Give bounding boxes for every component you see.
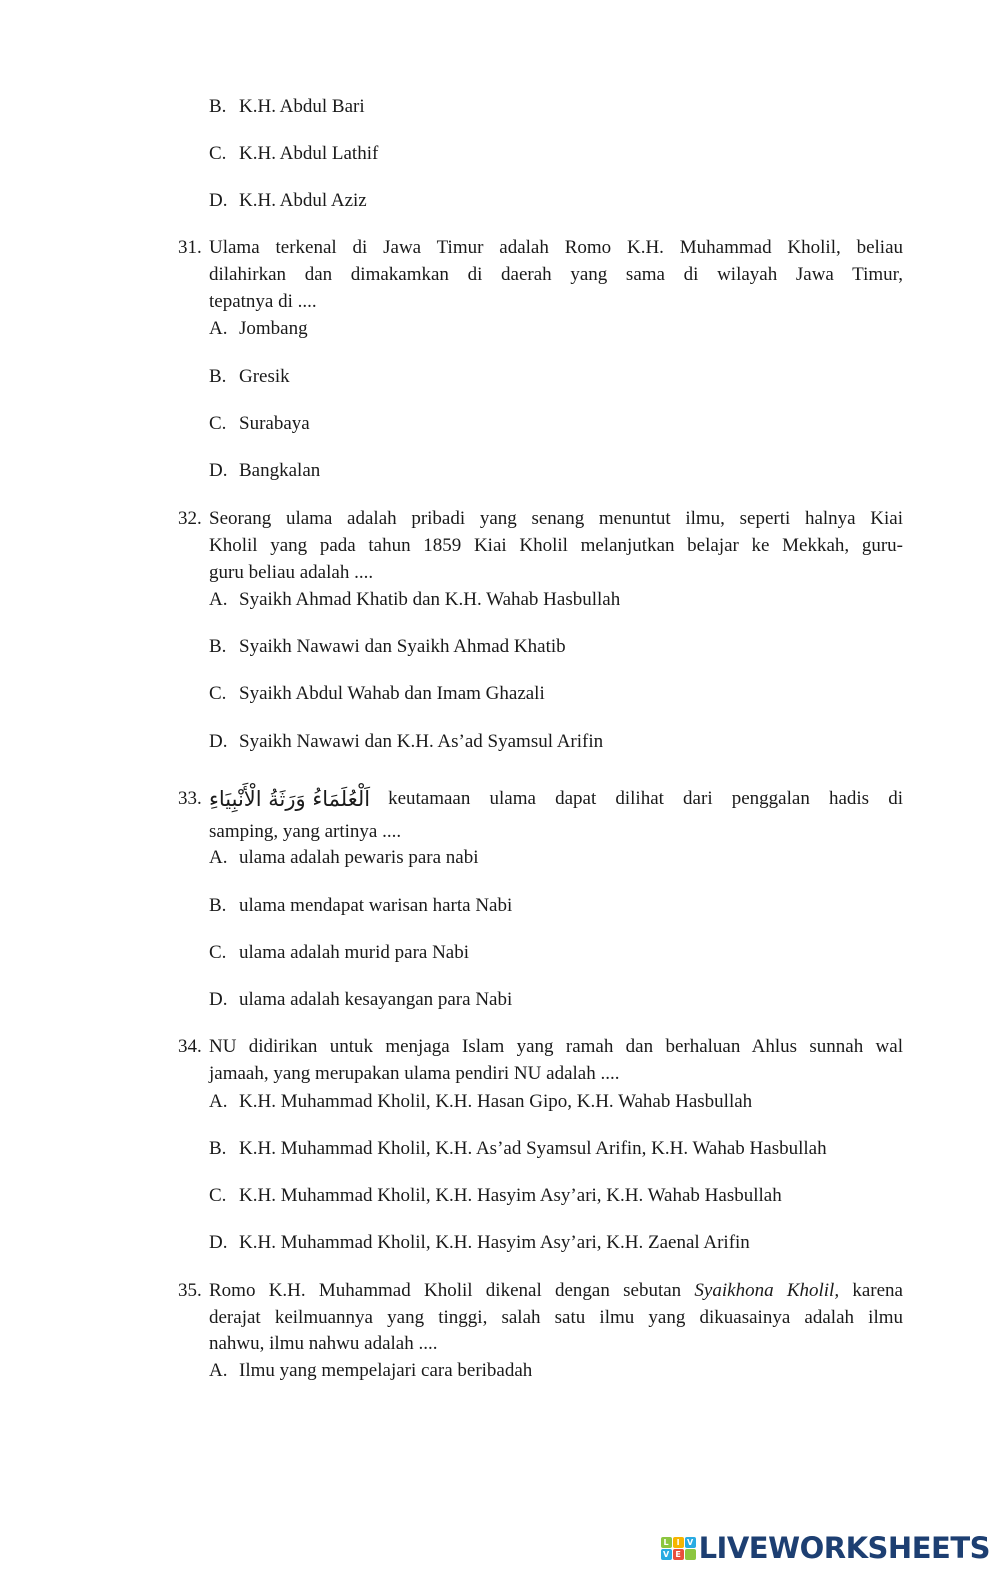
option-text: K.H. Abdul Aziz: [239, 190, 367, 211]
hadith-arabic-text: اَلْعُلَمَاءُ وَرَثَةُ الْأَنْبِيَاءِ: [209, 787, 371, 811]
option-text: K.H. Muhammad Kholil, K.H. Hasyim Asy’ari, K.H. Zaenal Arifin: [239, 1232, 750, 1253]
question-text: Romo K.H. Muhammad Kholil dikenal dengan sebutan: [209, 1280, 695, 1301]
answer-option: [209, 364, 290, 390]
option-letter: C.: [209, 683, 227, 704]
option-text: K.H. Muhammad Kholil, K.H. Hasyim Asy’ari, K.H. Wahab Hasbullah: [239, 1185, 782, 1206]
option-text: ulama adalah murid para Nabi: [239, 942, 470, 963]
question-number: 33.: [178, 788, 202, 809]
option-text: K.H. Abdul Bari: [239, 96, 365, 117]
answer-option: [209, 940, 469, 966]
option-text: ulama adalah kesayangan para Nabi: [239, 989, 513, 1010]
logo-cube: I: [673, 1537, 684, 1548]
question-text-line: [209, 1278, 903, 1304]
option-text: Gresik: [239, 366, 290, 387]
option-letter: C.: [209, 1185, 227, 1206]
answer-option: [209, 1089, 752, 1115]
liveworksheets-logo: [661, 1533, 990, 1563]
option-letter: B.: [209, 366, 227, 387]
option-letter: D.: [209, 731, 228, 752]
answer-option: [209, 893, 512, 919]
question-text-line: tepatnya di ....: [209, 291, 317, 312]
option-letter: A.: [209, 847, 228, 868]
option-letter: D.: [209, 190, 228, 211]
answer-option: [209, 1136, 827, 1162]
option-text: Jombang: [239, 318, 308, 339]
answer-option: [209, 316, 308, 342]
option-letter: A.: [209, 1091, 228, 1112]
question-text-line: Seorang ulama adalah pribadi yang senang menuntut ilmu, seperti halnya Kiai: [209, 508, 903, 529]
logo-cube: [685, 1549, 696, 1560]
answer-option: [209, 94, 365, 120]
answer-option: [209, 729, 603, 755]
option-text: Syaikh Nawawi dan Syaikh Ahmad Khatib: [239, 636, 566, 657]
option-letter: A.: [209, 589, 228, 610]
answer-option: [209, 458, 320, 484]
option-letter: B.: [209, 1138, 227, 1159]
question-text: karena: [839, 1280, 903, 1301]
answer-option: [209, 587, 620, 613]
option-text: ulama mendapat warisan harta Nabi: [239, 895, 513, 916]
option-text: Ilmu yang mempelajari cara beribadah: [239, 1360, 533, 1381]
option-letter: A.: [209, 318, 228, 339]
question-text: keutamaan ulama dapat dilihat dari penggalan hadis di: [388, 788, 903, 809]
logo-cube: V: [661, 1549, 672, 1560]
option-letter: B.: [209, 636, 227, 657]
option-letter: D.: [209, 460, 228, 481]
answer-option: [209, 845, 479, 871]
option-letter: B.: [209, 895, 227, 916]
question-text-line: Ulama terkenal di Jawa Timur adalah Romo K.H. Muhammad Kholil, beliau: [209, 237, 903, 258]
answer-option: [209, 1230, 750, 1256]
logo-cube: E: [673, 1549, 684, 1560]
answer-option: [209, 1183, 782, 1209]
logo-cube: V: [685, 1537, 696, 1548]
answer-option: [209, 681, 545, 707]
option-text: Bangkalan: [239, 460, 321, 481]
question-text-line: nahwu, ilmu nahwu adalah ....: [209, 1333, 438, 1354]
logo-cubes-icon: [661, 1537, 696, 1560]
question-text-line: samping, yang artinya ....: [209, 821, 402, 842]
option-text: Surabaya: [239, 413, 310, 434]
option-text: Syaikh Abdul Wahab dan Imam Ghazali: [239, 683, 545, 704]
option-letter: C.: [209, 413, 227, 434]
question-text-line: guru beliau adalah ....: [209, 562, 374, 583]
answer-option: [209, 1358, 532, 1384]
option-text: K.H. Muhammad Kholil, K.H. Hasan Gipo, K.H. Wahab Hasbullah: [239, 1091, 753, 1112]
option-letter: D.: [209, 1232, 228, 1253]
question-number: 31.: [178, 237, 202, 258]
logo-text: LIVEWORKSHEETS: [698, 1531, 990, 1565]
option-letter: D.: [209, 989, 228, 1010]
answer-option: [209, 987, 512, 1013]
question-text-line: derajat keilmuannya yang tinggi, salah satu ilmu yang dikuasainya adalah ilmu: [209, 1307, 903, 1328]
question-number: 35.: [178, 1280, 202, 1301]
option-letter: A.: [209, 1360, 228, 1381]
option-text: ulama adalah pewaris para nabi: [239, 847, 479, 868]
italic-term: Syaikhona Kholil,: [694, 1280, 840, 1301]
option-letter: C.: [209, 942, 227, 963]
option-text: K.H. Abdul Lathif: [239, 143, 379, 164]
question-text-line: dilahirkan dan dimakamkan di daerah yang sama di wilayah Jawa Timur,: [209, 264, 903, 285]
option-text: K.H. Muhammad Kholil, K.H. As’ad Syamsul Arifin, K.H. Wahab Hasbullah: [239, 1138, 827, 1159]
option-letter: C.: [209, 143, 227, 164]
question-text-line: NU didirikan untuk menjaga Islam yang ramah dan berhaluan Ahlus sunnah wal: [209, 1036, 903, 1057]
option-text: Syaikh Ahmad Khatib dan K.H. Wahab Hasbullah: [239, 589, 621, 610]
question-number: 32.: [178, 508, 202, 529]
question-number: 34.: [178, 1036, 202, 1057]
answer-option: [209, 188, 367, 214]
answer-option: [209, 141, 378, 167]
question-text-line: Kholil yang pada tahun 1859 Kiai Kholil melanjutkan belajar ke Mekkah, guru-: [209, 535, 903, 556]
answer-option: [209, 411, 310, 437]
question-text-line: jamaah, yang merupakan ulama pendiri NU adalah ....: [209, 1063, 620, 1084]
option-letter: B.: [209, 96, 227, 117]
question-text-line: [209, 786, 903, 812]
answer-option: [209, 634, 566, 660]
logo-cube: L: [661, 1537, 672, 1548]
option-text: Syaikh Nawawi dan K.H. As’ad Syamsul Arifin: [239, 731, 604, 752]
